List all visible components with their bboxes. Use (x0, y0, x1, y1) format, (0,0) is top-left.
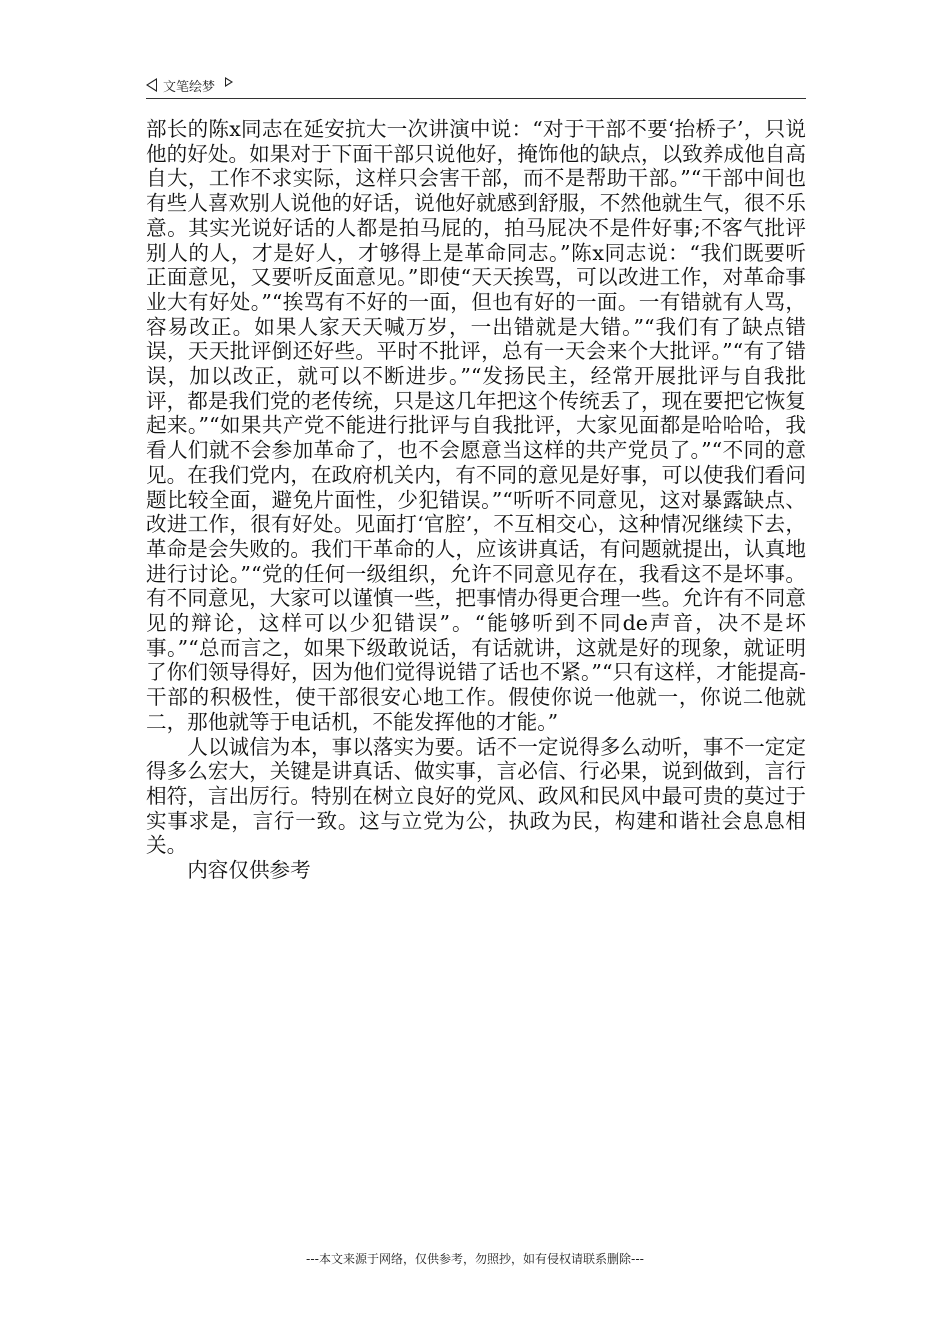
document-body (146, 117, 806, 883)
triangle-left-icon (146, 78, 157, 92)
body-paragraph-note: 内容仅供参考 (187, 858, 311, 883)
body-paragraph-integrity: 人以诚信为本，事以落实为要。话不一定说得多么动听，事不一定定得多么宏大，关键是讲真话、做实事，言必信、行必果，说到做到，言行相符，言出厉行。特别在树立良好的党风、政风和民风中最可贵的莫过于实事求是，言行一致。这与立党为公，执政为民，构建和谐社会息息相关。 (146, 734, 806, 858)
triangle-right-icon (225, 77, 233, 87)
body-paragraph-quotes: 部长的陈x同志在延安抗大一次讲演中说：“对于干部不要‘抬桥子’，只说他的好处。如果对于下面干部只说他好，掩饰他的缺点，以致养成他自高自大，工作不求实际，这样只会害干部，而不是帮助干部。”“干部中间也有些人喜欢别人说他的好话，说他好就感到舒服，不然他就生气，很不乐意。其实光说好话的人都是拍马屁的，拍马屁决不是件好事;不客气批评别人的人，才是好人，才够得上是革命同志。”陈x同志说：“我们既要听正面意见，又要听反面意见。”即使“天天挨骂，可以改进工作，对革命事业大有好处。”“挨骂有不好的一面，但也有好的一面。一有错就有人骂，容易改正。如果人家天天喊万岁，一出错就是大错。”“我们有了缺点错误，天天批评倒还好些。平时不批评，总有一天会来个大批评。”“有了错误，加以改正，就可以不断进步。”“发扬民主，经常开展批评与自我批评，都是我们党的老传统，只是这几年把这个传统丢了，现在要把它恢复起来。”“如果共产党不能进行批评与自我批评，大家见面都是哈哈哈，我看人们就不会参加革命了，也不会愿意当这样的共产党员了。”“不同的意见。在我们党内，在政府机关内，有不同的意见是好事，可以使我们看问题比较全面，避免片面性，少犯错误。”“听听不同意见，这对暴露缺点、改进工作，很有好处。见面打‘官腔’，不互相交心，这种情况继续下去，革命是会失败的。我们干革命的人，应该讲真话，有问题就提出，认真地进行讨论。”“党的任何一级组织，允许不同意见存在，我看这不是坏事。有不同意见，大家可以谨慎一些，把事情办得更合理一些。允许有不同意见的辩论，这样可以少犯错误”。“能够听到不同de声音，决不是坏事。”“总而言之，如果下级敢说话，有话就讲，这就是好的现象，就证明了你们领导得好，因为他们觉得说错了话也不紧。”“只有这样，才能提高-干部的积极性，使干部很安心地工作。假使你说一他就一，你说二他就二，那他就等于电话机，不能发挥他的才能。” (146, 117, 806, 734)
header-title: 文笔绘梦 (163, 79, 216, 95)
page-footer: ---本文来源于网络，仅供参考，勿照抄，如有侵权请联系删除--- (306, 1252, 644, 1266)
page-header (146, 72, 806, 99)
